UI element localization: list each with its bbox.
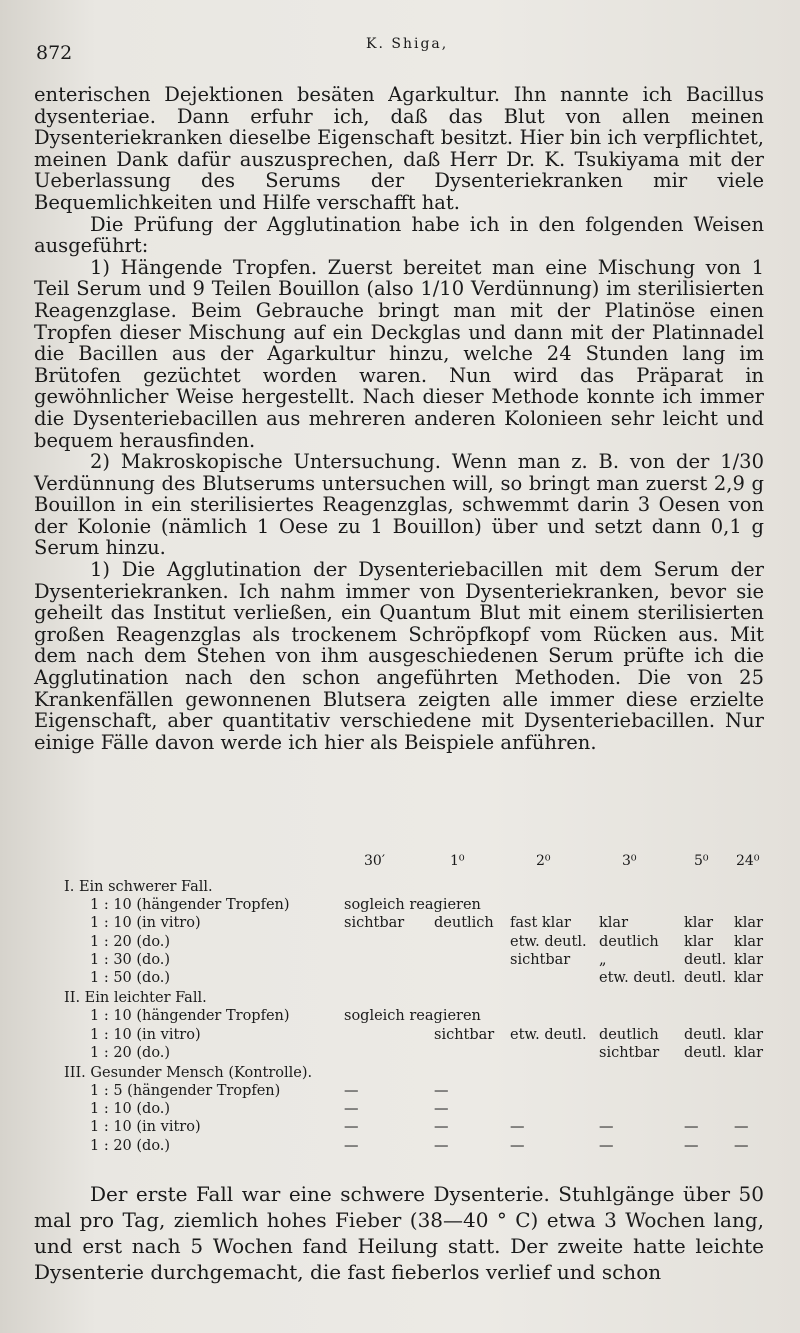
table-cell: — [599,1119,614,1136]
table-cell: klar [684,915,713,932]
table-row [34,951,769,969]
table-row [34,896,769,914]
table-cell: sogleich reagieren [344,897,481,914]
paragraph-methods: Die Prüfung der Agglutination habe ich in den folgenden Weisen ausgeführt: [34,212,764,258]
row-label: 1 : 10 (hängender Tropfen) [90,1008,290,1025]
table-cell: klar [734,915,763,932]
row-label: 1 : 10 (in vitro) [90,1119,201,1136]
table-cell: klar [734,1044,763,1061]
row-label: 1 : 10 (hängender Tropfen) [90,897,290,914]
table-group-title [34,1064,769,1082]
table-cell: deutlich [599,1026,659,1043]
table-cell: deutlich [599,933,659,950]
table-cell: sichtbar [599,1044,660,1061]
table-cell: — [344,1137,359,1154]
table-cell: — [599,1137,614,1154]
table-cell: klar [734,1026,763,1043]
row-label: 1 : 30 (do.) [90,951,171,968]
table-row [34,1137,769,1155]
table-row [34,969,769,987]
table-cell: deutl. [684,951,727,968]
table-row [34,1100,769,1118]
table-cell: — [684,1137,699,1154]
table-cell: — [734,1137,749,1154]
row-label: 1 : 50 (do.) [90,969,171,986]
page-number: 872 [36,42,73,64]
page-header [36,34,764,64]
paragraph-closing: Der erste Fall war eine schwere Dysenterie. Stuhlgänge über 50 mal pro Tag, ziemlich hohes Fieber (38—40 ° C) etwa 3 Wochen lang, und erst nach 5 Wochen fand Heilung statt. Der zweite hatte leichte Dysenterie durchgemacht, die fast fieberlos verlief und schon [34,1182,764,1284]
table-row [34,1007,769,1025]
table-cell: — [344,1083,359,1100]
table-cell: sichtbar [434,1026,495,1043]
row-label: 1 : 20 (do.) [90,1137,171,1154]
table-group-title [34,989,769,1007]
table-cell: — [434,1083,449,1100]
table-cell: etw. deutl. [510,933,587,950]
table-row [34,914,769,932]
table-cell: klar [734,951,763,968]
col-header: 1⁰ [450,853,465,869]
table-row [34,1118,769,1136]
table-column-headers [34,852,769,878]
table-cell: — [510,1137,525,1154]
row-label: 1 : 20 (do.) [90,1044,171,1061]
row-label: 1 : 10 (do.) [90,1101,171,1118]
table-cell: — [684,1119,699,1136]
table-cell: deutl. [684,1044,727,1061]
row-label: 1 : 5 (hängender Tropfen) [90,1083,281,1100]
table-cell: klar [734,969,763,986]
body-text [34,84,764,753]
table-cell: etw. deutl. [599,969,676,986]
table-body [34,878,769,1157]
results-table [34,852,769,1157]
paragraph-makroskopisch: 2) Makroskopische Untersuchung. Wenn man z. B. von der 1/30 Verdünnung des Blutserums untersuchen will, so bringt man zuerst 2,9 g Bouillon in ein sterilisiertes Reagenzglas, schwemmt darin 3 Oesen von der Kolonie (nämlich 1 Oese zu 1 Bouillon) über und setzt dann 0,1 g Serum hinzu. [34,450,764,560]
group-title: I. Ein schwerer Fall. [64,879,213,895]
closing-text [34,1181,764,1285]
running-title: K. Shiga, [366,36,449,52]
col-header: 30′ [364,853,385,869]
table-cell: sichtbar [510,951,571,968]
table-row [34,933,769,951]
col-header: 24⁰ [736,853,760,869]
row-label: 1 : 20 (do.) [90,933,171,950]
group-title: III. Gesunder Mensch (Kontrolle). [64,1064,313,1081]
table-cell: fast klar [510,915,571,932]
table-cell: klar [684,933,713,950]
row-label: 1 : 10 (in vitro) [90,1026,201,1043]
table-cell: — [344,1119,359,1136]
table-cell: — [434,1137,449,1154]
table-row [34,1026,769,1044]
table-cell: — [510,1119,525,1136]
table-cell: sichtbar [344,915,405,932]
table-cell: — [734,1119,749,1136]
table-row [34,1082,769,1100]
paragraph-agglutination: 1) Die Agglutination der Dysenteriebacillen mit dem Serum der Dysenteriekranken. Ich nahm immer von Dysenteriekranken, bevor sie geheilt das Institut verließen, ein Quantum Blut mit einem sterilisierten großen Reagenzglas als trockenem Schröpfkopf vom Rücken aus. Mit dem nach dem Stehen von ihm ausgeschiedenen Serum prüfte ich die Agglutination nach den schon angeführten Methoden. Die von 25 Krankenfällen gewonnenen Blutsera zeigten alle immer diese erzielte Eigenschaft, aber quantitativ verschiedene mit Dysenteriebacillen. Nur einige Fälle davon werde ich hier als Beispiele anführen. [34,558,764,754]
table-cell: — [434,1101,449,1118]
table-cell: „ [599,951,607,968]
group-title: II. Ein leichter Fall. [64,990,207,1007]
table-cell: — [434,1119,449,1136]
table-cell: etw. deutl. [510,1026,587,1043]
paragraph-haengende-tropfen: 1) Hängende Tropfen. Zuerst bereitet man eine Mischung von 1 Teil Serum und 9 Teilen Bouillon (also 1/10 Verdünnung) im sterilisierten Reagenzglase. Beim Gebrauche bringt man mit der Platinöse einen Tropfen dieser Mischung auf ein Deckglas und dann mit der Platinnadel die Bacillen aus der Agarkultur hinzu, welche 24 Stunden lang im Brütofen gezüchtet worden waren. Nun wird das Präparat in gewöhnlicher Weise hergestellt. Nach dieser Methode konnte ich immer die Dysenteriebacillen aus mehreren anderen Kolonieen sehr leicht und bequem herausfinden. [34,255,764,452]
row-label: 1 : 10 (in vitro) [90,915,201,932]
table-cell: deutlich [434,915,494,932]
table-cell: klar [599,915,628,932]
table-cell: klar [734,933,763,950]
table-group-title [34,878,769,896]
col-header: 5⁰ [694,853,709,869]
paragraph-intro: enterischen Dejektionen besäten Agarkultur. Ihn nannte ich Bacillus dysenteriae. Dann erfuhr ich, daß das Blut von allen meinen Dysenteriekranken dieselbe Eigenschaft besitzt. Hier bin ich verpflichtet, meinen Dank dafür auszusprechen, daß Herr Dr. K. Tsukiyama mit der Ueberlassung des Serums der Dysenteriekranken mir viele Bequemlichkeiten und Hilfe verschafft hat. [34,83,764,214]
col-header: 3⁰ [622,853,637,869]
table-row [34,1044,769,1062]
table-cell: — [344,1101,359,1118]
table-cell: deutl. [684,1026,727,1043]
table-cell: sogleich reagieren [344,1008,481,1025]
table-cell: deutl. [684,969,727,986]
col-header: 2⁰ [536,853,551,869]
